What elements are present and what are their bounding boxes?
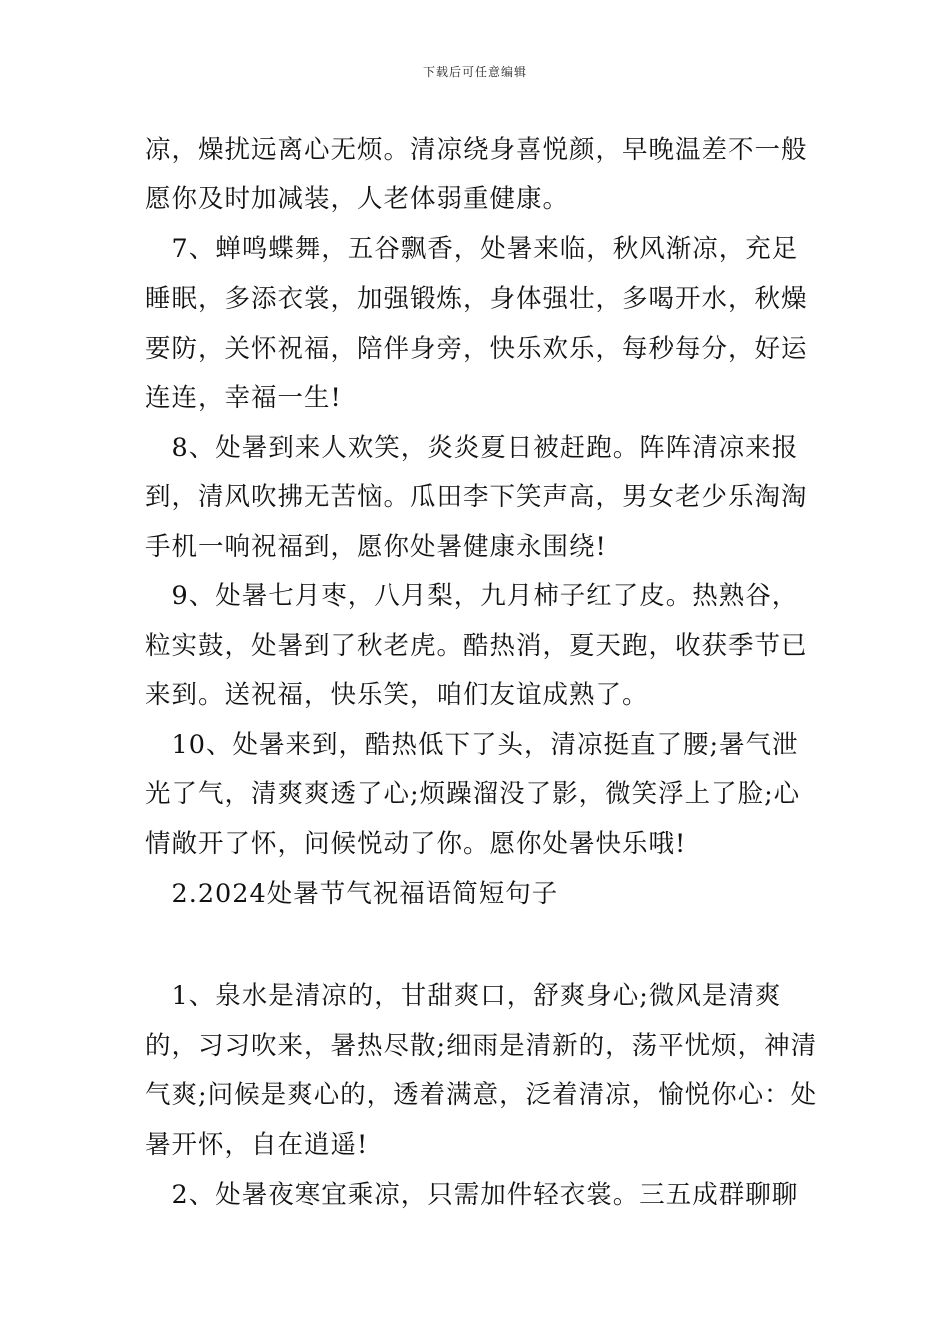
page-header: 下载后可任意编辑 xyxy=(422,65,527,79)
text-line: 到，清风吹拂无苦恼。瓜田李下笑声高，男女老少乐淘淘 xyxy=(145,482,808,512)
text-line: 要防，关怀祝福，陪伴身旁，快乐欢乐，每秒每分，好运 xyxy=(145,334,808,364)
text-line: 10、处暑来到，酷热低下了头，清凉挺直了腰;暑气泄 xyxy=(145,730,799,760)
text-line: 睡眠，多添衣裳，加强锻炼，身体强壮，多喝开水，秋燥 xyxy=(145,284,808,314)
text-line: 凉，燥扰远离心无烦。清凉绕身喜悦颜，早晚温差不一般 xyxy=(145,135,808,165)
text-line: 7、蝉鸣蝶舞，五谷飘香，处暑来临，秋风渐凉，充足 xyxy=(145,234,799,264)
text-line: 8、处暑到来人欢笑，炎炎夏日被赶跑。阵阵清凉来报 xyxy=(145,433,799,463)
text-line: 1、泉水是清凉的，甘甜爽口，舒爽身心;微风是清爽 xyxy=(145,981,782,1011)
text-line: 情敞开了怀，问候悦动了你。愿你处暑快乐哦! xyxy=(145,829,687,859)
section-heading: 2.2024处暑节气祝福语简短句子 xyxy=(145,879,559,909)
text-line: 的，习习吹来，暑热尽散;细雨是清新的，荡平忧烦，神清 xyxy=(145,1031,818,1061)
text-line: 来到。送祝福，快乐笑，咱们友谊成熟了。 xyxy=(145,680,649,710)
text-line: 9、处暑七月枣，八月梨，九月柿子红了皮。热熟谷， xyxy=(145,581,799,611)
text-line: 愿你及时加减装，人老体弱重健康。 xyxy=(145,184,570,214)
text-line: 手机一响祝福到，愿你处暑健康永围绕! xyxy=(145,532,607,562)
text-line: 粒实鼓，处暑到了秋老虎。酷热消，夏天跑，收获季节已 xyxy=(145,631,808,661)
text-line: 连连，幸福一生! xyxy=(145,383,342,413)
text-line: 2、处暑夜寒宜乘凉，只需加件轻衣裳。三五成群聊聊 xyxy=(145,1180,799,1210)
text-line: 暑开怀，自在逍遥! xyxy=(145,1130,369,1160)
text-line: 气爽;问候是爽心的，透着满意，泛着清凉，愉悦你心：处 xyxy=(145,1080,818,1110)
text-line: 光了气，清爽爽透了心;烦躁溜没了影，微笑浮上了脸;心 xyxy=(145,779,801,809)
